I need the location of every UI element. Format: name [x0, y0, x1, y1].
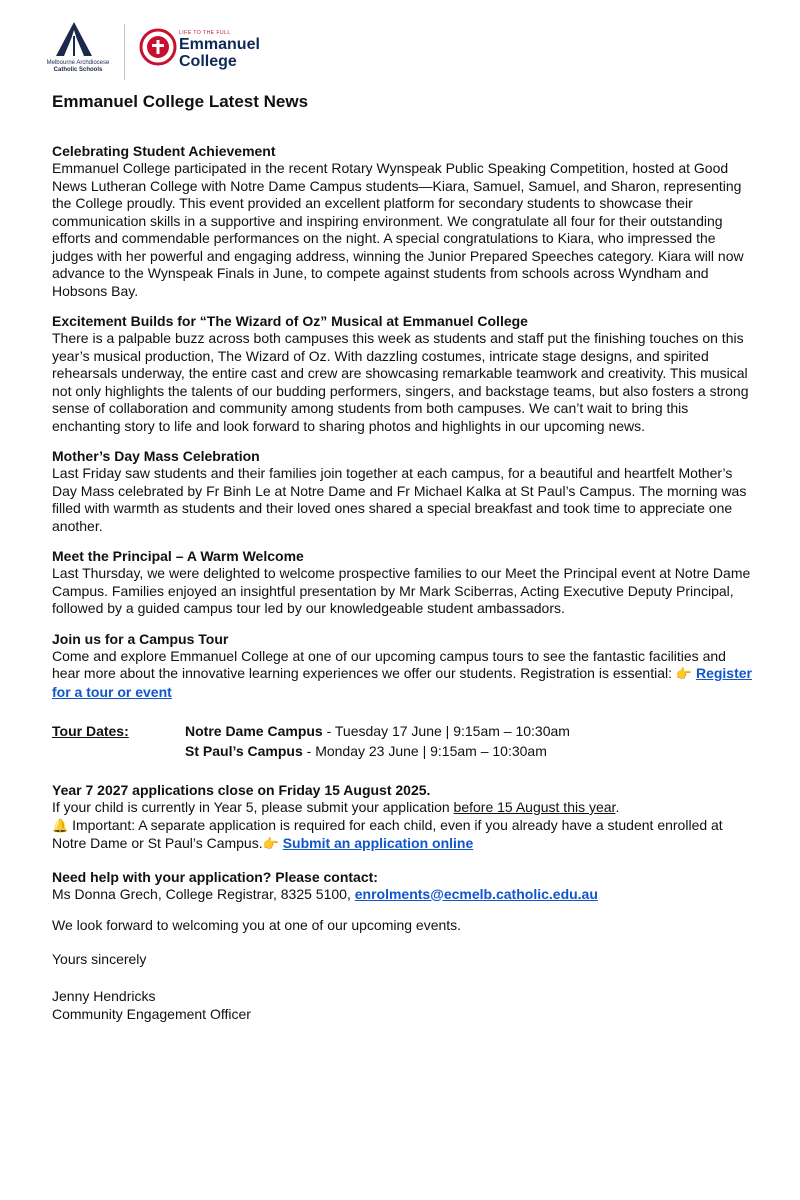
page-title: Emmanuel College Latest News: [52, 92, 309, 111]
ec-tagline: LIFE TO THE FULL: [179, 30, 231, 36]
help-section: [52, 868, 752, 904]
section-heading: Celebrating Student Achievement: [52, 143, 276, 159]
register-tour-link[interactable]: Register for a tour or event: [52, 665, 752, 700]
submit-application-link[interactable]: Submit an application online: [282, 835, 474, 851]
signatory-name: Jenny Hendricks: [52, 988, 156, 1004]
tour-dates: [52, 721, 752, 761]
applications-section: [52, 781, 752, 854]
news-section-campus-tour: [52, 630, 752, 702]
applications-line1-end: .: [615, 799, 620, 815]
melbourne-archdiocese-logo: [36, 22, 120, 80]
tour-detail: - Monday 23 June | 9:15am – 10:30am: [302, 743, 547, 759]
section-heading: Need help with your application? Please contact:: [52, 868, 378, 885]
ec-name-line2: College: [179, 53, 237, 70]
section-heading: Year 7 2027 applications close on Friday 15 August 2025.: [52, 782, 431, 798]
letterhead: [36, 22, 436, 82]
deadline-text: before 15 August this year: [453, 799, 616, 815]
section-body: Emmanuel College participated in the recent Rotary Wynspeak Public Speaking Competition, hosted at Good News Lutheran College with Notre Dame Campus students—Kiara, Samuel, Samuel, and Sharon, representing the College proudly. This event provided an excellent platform for secondary students to showcase their communication skills in a supportive and inspiring environment. We congratulate all four for their outstanding efforts and commendable performances on the night. A special congratulations to Kiara, who impressed the judges with her powerful and engaging address, winning the Junior Prepared Speeches category. Kiara will now advance to the Wynspeak Finals in June, to compete against students from schools across Wyndham and Hobsons Bay.: [52, 160, 744, 299]
newsletter-body: [52, 90, 752, 1023]
section-heading: Meet the Principal – A Warm Welcome: [52, 548, 304, 564]
signoff: Yours sincerely: [52, 950, 147, 967]
ec-name-line1: Emmanuel: [179, 36, 260, 53]
logo-divider: [124, 24, 125, 80]
mac-logo-line2: Catholic Schools: [53, 67, 103, 73]
emmanuel-cross-icon: [139, 28, 177, 66]
important-note: Important: A separate application is required for each child, even if you already have a student enrolled at Notre Dame or St Paul’s Campus.: [52, 816, 723, 851]
tour-campus: St Paul’s Campus: [185, 743, 303, 759]
tour-detail: - Tuesday 17 June | 9:15am – 10:30am: [322, 723, 570, 739]
tour-date-item: [185, 741, 570, 761]
pointing-hand-icon: 👉: [262, 837, 279, 852]
mac-tent-icon: [54, 22, 94, 58]
contact-text: Ms Donna Grech, College Registrar, 8325 5100,: [52, 885, 355, 902]
section-body: Last Friday saw students and their families join together at each campus, for a beautiful and heartfelt Mother’s Day Mass celebrated by Fr Binh Le at Notre Dame and Fr Michael Kalka at St Paul’s Campus. The morning was filled with warmth as students and their loved ones shared a special breakfast and took time to appreciate one another.: [52, 465, 747, 534]
emmanuel-college-logo: [139, 28, 269, 76]
closing-line: We look forward to welcoming you at one of our upcoming events.: [52, 917, 462, 933]
applications-line1: If your child is currently in Year 5, please submit your application: [52, 799, 454, 815]
section-body: Last Thursday, we were delighted to welcome prospective families to our Meet the Principal event at Notre Dame Campus. Families enjoyed an insightful presentation by Mr Mark Sciberras, Acting Executive Deputy Principal, followed by a guided campus tour led by our knowledgeable student ambassadors.: [52, 565, 751, 616]
tour-campus: Notre Dame Campus: [185, 723, 323, 739]
signatory-role: Community Engagement Officer: [52, 1005, 251, 1022]
bell-icon: 🔔: [52, 818, 69, 834]
section-body: Come and explore Emmanuel College at one of our upcoming campus tours to see the fantastic facilities and hear more about the innovative learning experiences we offer our students. Registration is essential:: [52, 647, 726, 681]
section-heading: Mother’s Day Mass Celebration: [52, 448, 260, 464]
enrolments-email-link[interactable]: enrolments@ecmelb.catholic.edu.au: [354, 885, 598, 902]
tour-dates-label: Tour Dates:: [52, 723, 129, 739]
pointing-hand-icon: 👉: [675, 667, 693, 682]
news-section-mothers-day: [52, 447, 752, 535]
section-heading: Excitement Builds for “The Wizard of Oz” Musical at Emmanuel College: [52, 313, 528, 329]
news-section-principal: [52, 547, 752, 618]
section-body: There is a palpable buzz across both campuses this week as students and staff put the finishing touches on this year’s musical production, The Wizard of Oz. With dazzling costumes, intricate stage designs, and spirited rehearsals underway, the entire cast and crew are showcasing remarkable teamwork and creativity. This musical not only highlights the talents of our budding performers, singers, and backstage teams, but also fosters a strong sense of collaboration and community among students from both campuses. We can’t wait to bring this enchanting story to life and look forward to sharing photos and highlights in our upcoming news.: [52, 330, 749, 434]
news-section-achievement: [52, 142, 752, 300]
news-section-musical: [52, 312, 752, 435]
tour-date-item: [185, 721, 570, 741]
mac-logo-line1: Melbourne Archdiocese: [46, 60, 110, 66]
section-heading: Join us for a Campus Tour: [52, 630, 229, 647]
